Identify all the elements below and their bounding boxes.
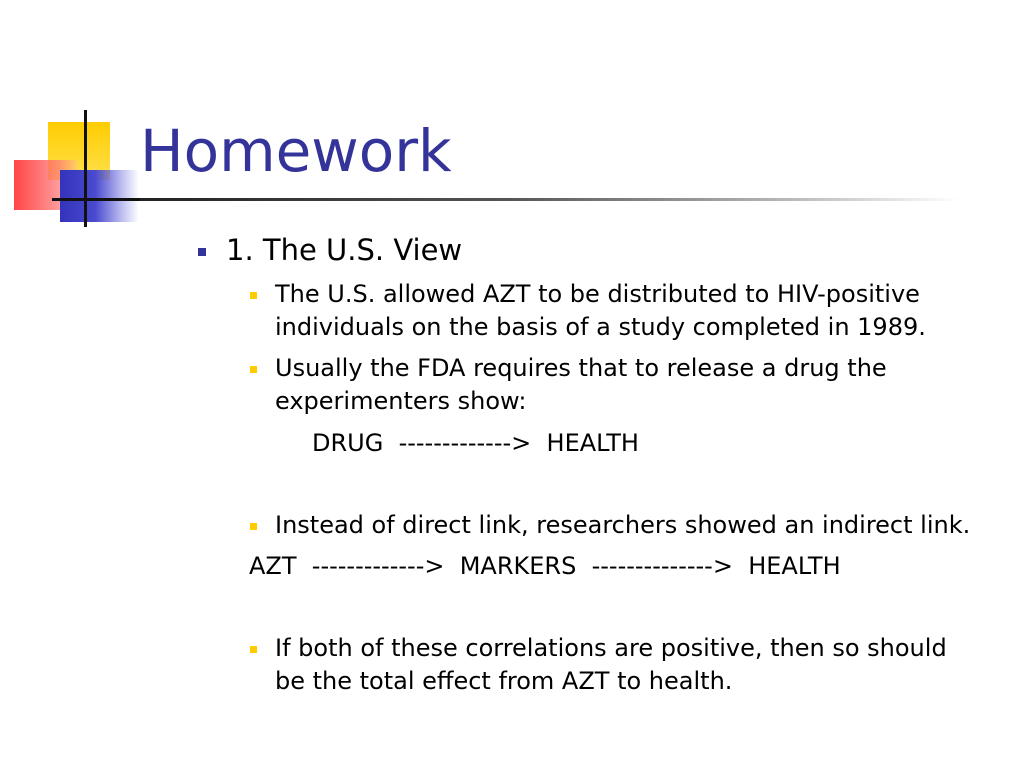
bullet-azt-distribution: [250, 278, 970, 344]
logo-blue-square: [60, 170, 138, 222]
bullet-square-icon: [250, 523, 257, 530]
bullet-correlations-positive: [250, 632, 970, 698]
bullet-text: The U.S. allowed AZT to be distributed to HIV-positive individuals on the basis of a study completed in 1989.: [275, 280, 926, 341]
diagram-azt-markers-health: AZT -------------> MARKERS --------------> HEALTH: [249, 552, 841, 580]
bullet-square-icon: [198, 248, 206, 256]
logo-horizontal-line: [52, 198, 142, 201]
bullet-indirect-link: [250, 509, 1010, 542]
bullet-square-icon: [250, 366, 257, 373]
bullet-fda-requirement: [250, 352, 970, 418]
bullet-text: If both of these correlations are positive, then so should be the total effect from AZT to health.: [275, 634, 947, 695]
bullet-text: Instead of direct link, researchers showed an indirect link.: [275, 511, 971, 539]
diagram-drug-health: DRUG -------------> HEALTH: [312, 429, 639, 457]
bullet-square-icon: [250, 646, 257, 653]
bullet-text: Usually the FDA requires that to release a drug the experimenters show:: [275, 354, 887, 415]
slide-title: Homework: [140, 117, 452, 185]
title-underline-rule: [140, 198, 960, 201]
bullet-square-icon: [250, 292, 257, 299]
slide-logo-decoration: [0, 0, 140, 240]
bullet-text: 1. The U.S. View: [226, 233, 463, 267]
bullet-level1-us-view: [198, 232, 918, 268]
logo-vertical-line: [84, 110, 87, 227]
